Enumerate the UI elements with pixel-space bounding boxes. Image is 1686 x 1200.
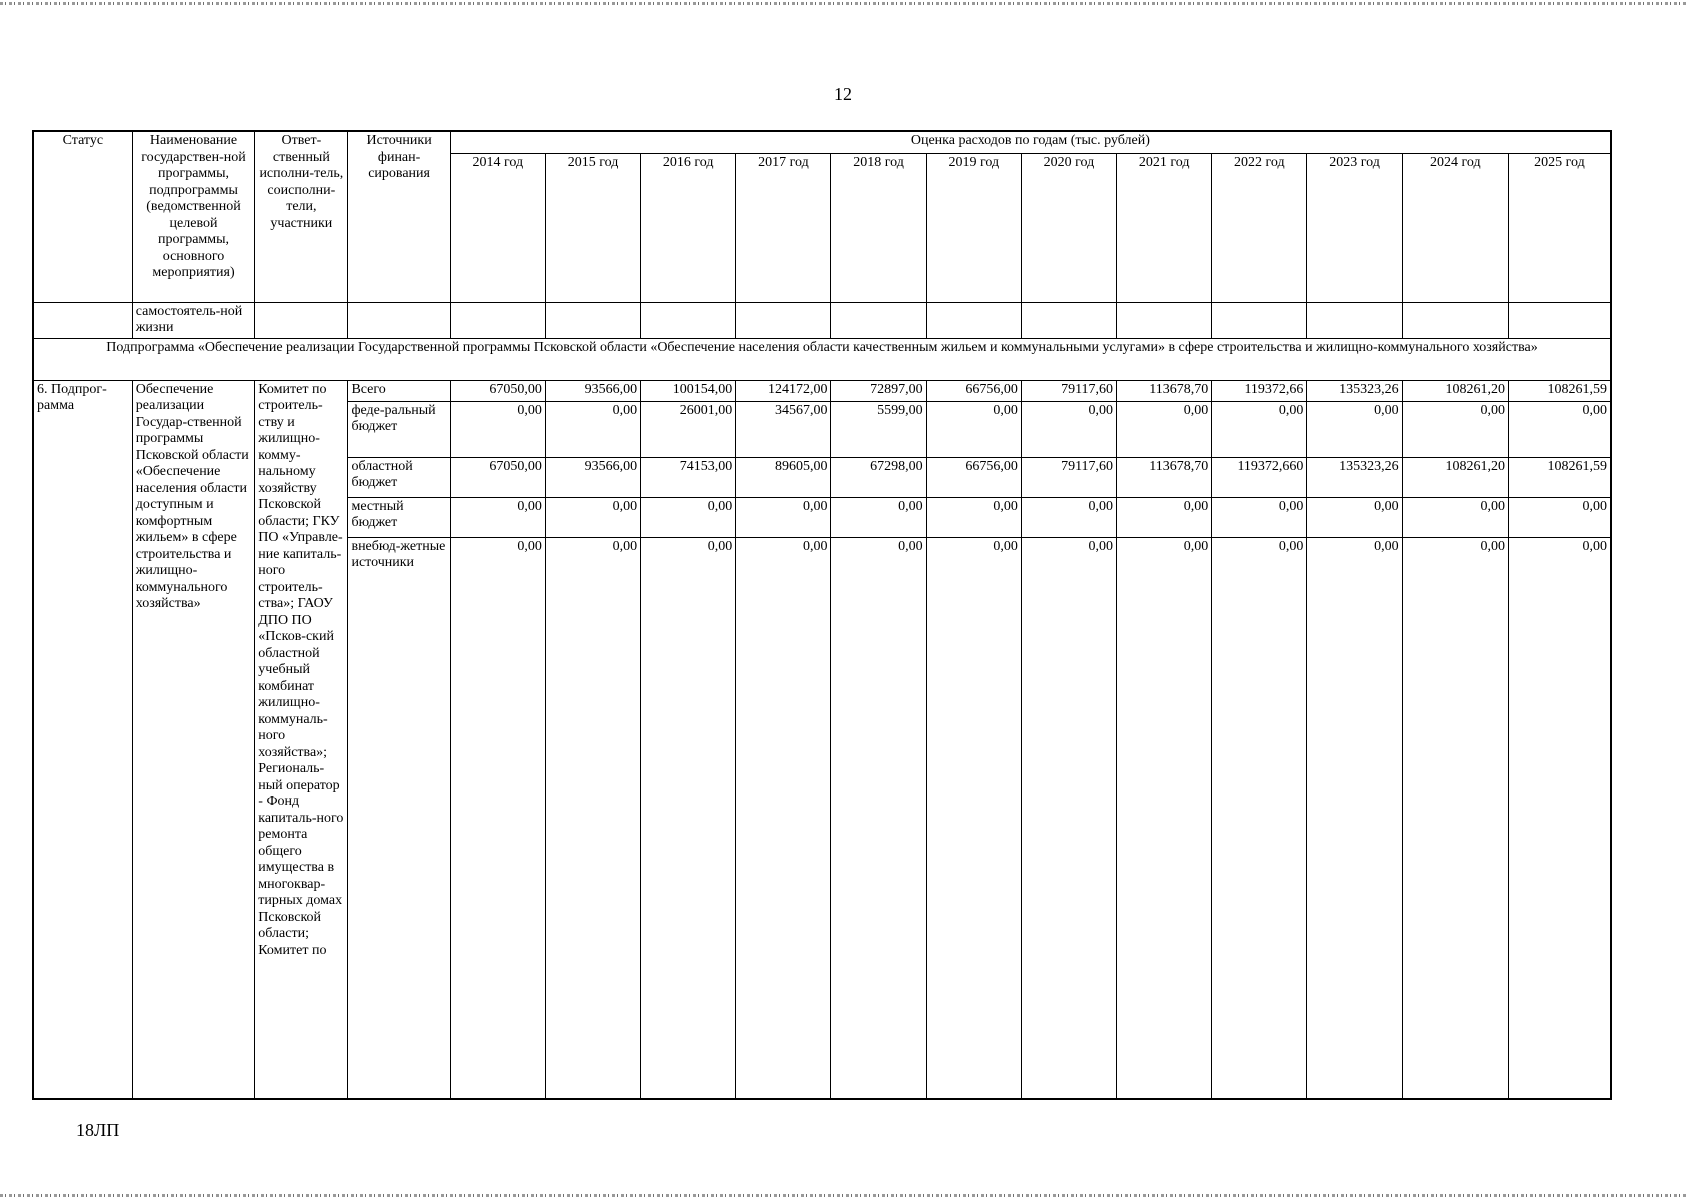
value-cell: 0,00 (1307, 537, 1402, 1099)
value-cell: 0,00 (1508, 401, 1611, 457)
value-cell: 124172,00 (736, 380, 831, 401)
value-cell: 0,00 (831, 537, 926, 1099)
continuation-text: самостоятель-ной жизни (132, 302, 255, 338)
value-cell: 93566,00 (545, 380, 640, 401)
header-program-name: Наименование государствен-ной программы, подпрограммы (ведомственной целевой программы, основного мероприятия) (132, 131, 255, 302)
value-cell: 108261,59 (1508, 457, 1611, 497)
header-year: 2014 год (450, 153, 545, 302)
empty-cell (255, 302, 348, 338)
value-cell: 0,00 (1021, 497, 1116, 537)
value-cell: 113678,70 (1117, 457, 1212, 497)
funding-source: феде-ральный бюджет (348, 401, 450, 457)
value-cell: 0,00 (450, 401, 545, 457)
value-cell: 113678,70 (1117, 380, 1212, 401)
value-cell: 0,00 (1508, 537, 1611, 1099)
value-cell: 0,00 (1307, 497, 1402, 537)
value-cell: 0,00 (450, 497, 545, 537)
value-cell: 0,00 (831, 497, 926, 537)
empty-cell (33, 302, 132, 338)
value-cell: 100154,00 (641, 380, 736, 401)
value-cell: 0,00 (545, 497, 640, 537)
funding-source: внебюд-жетные источники (348, 537, 450, 1099)
value-cell: 0,00 (736, 497, 831, 537)
funding-source: местный бюджет (348, 497, 450, 537)
budget-table (32, 130, 1612, 1100)
empty-cell (1307, 302, 1402, 338)
value-cell: 67298,00 (831, 457, 926, 497)
value-cell: 66756,00 (926, 457, 1021, 497)
header-year: 2024 год (1402, 153, 1508, 302)
value-cell: 26001,00 (641, 401, 736, 457)
value-cell: 67050,00 (450, 457, 545, 497)
value-cell: 66756,00 (926, 380, 1021, 401)
header-row-1 (33, 131, 1611, 153)
value-cell: 74153,00 (641, 457, 736, 497)
value-cell: 108261,59 (1508, 380, 1611, 401)
header-year: 2016 год (641, 153, 736, 302)
value-cell: 79117,60 (1021, 380, 1116, 401)
scan-edge-top (0, 2, 1686, 5)
empty-cell (450, 302, 545, 338)
header-expenses-group: Оценка расходов по годам (тыс. рублей) (450, 131, 1611, 153)
empty-cell (1402, 302, 1508, 338)
header-year: 2018 год (831, 153, 926, 302)
empty-cell (926, 302, 1021, 338)
funding-source: областной бюджет (348, 457, 450, 497)
value-cell: 0,00 (1212, 497, 1307, 537)
value-cell: 67050,00 (450, 380, 545, 401)
empty-cell (1117, 302, 1212, 338)
subprogram-title-row (33, 338, 1611, 380)
value-cell: 0,00 (641, 497, 736, 537)
continuation-row (33, 302, 1611, 338)
program-status: 6. Подпрог-рамма (33, 380, 132, 1099)
header-year: 2021 год (1117, 153, 1212, 302)
value-cell: 0,00 (1212, 401, 1307, 457)
value-cell: 0,00 (1117, 497, 1212, 537)
value-cell: 0,00 (450, 537, 545, 1099)
data-row-total (33, 380, 1611, 401)
value-cell: 119372,66 (1212, 380, 1307, 401)
value-cell: 89605,00 (736, 457, 831, 497)
subprogram-title: Подпрограмма «Обеспечение реализации Государственной программы Псковской области «Обеспечение населения области качественным жильем и коммунальными услугами» в сфере строительства и жилищно-коммунального хозяйства» (33, 338, 1611, 380)
header-year: 2022 год (1212, 153, 1307, 302)
empty-cell (348, 302, 450, 338)
value-cell: 0,00 (1021, 401, 1116, 457)
page-number: 12 (834, 84, 852, 104)
empty-cell (1508, 302, 1611, 338)
header-year: 2019 год (926, 153, 1021, 302)
value-cell: 135323,26 (1307, 380, 1402, 401)
empty-cell (1021, 302, 1116, 338)
value-cell: 0,00 (1307, 401, 1402, 457)
value-cell: 79117,60 (1021, 457, 1116, 497)
header-year: 2017 год (736, 153, 831, 302)
header-responsible: Ответ-ственный исполни-тель, соисполни-тели, участники (255, 131, 348, 302)
header-year: 2020 год (1021, 153, 1116, 302)
scan-edge-bottom (0, 1194, 1686, 1197)
value-cell: 0,00 (926, 401, 1021, 457)
value-cell: 0,00 (1212, 537, 1307, 1099)
value-cell: 34567,00 (736, 401, 831, 457)
value-cell: 0,00 (1508, 497, 1611, 537)
value-cell: 108261,20 (1402, 380, 1508, 401)
empty-cell (1212, 302, 1307, 338)
value-cell: 108261,20 (1402, 457, 1508, 497)
value-cell: 135323,26 (1307, 457, 1402, 497)
value-cell: 0,00 (1402, 537, 1508, 1099)
value-cell: 0,00 (641, 537, 736, 1099)
header-status: Статус (33, 131, 132, 302)
value-cell: 0,00 (926, 497, 1021, 537)
program-name: Обеспечение реализации Государ-ственной программы Псковской области «Обеспечение населения области доступным и комфортным жильем» в сфере строительства и жилищно-коммунального хозяйства» (132, 380, 255, 1099)
empty-cell (831, 302, 926, 338)
value-cell: 119372,660 (1212, 457, 1307, 497)
program-responsible: Комитет по строитель-ству и жилищно-комму-нальному хозяйству Псковской области; ГКУ ПО «Управле-ние капиталь-ного строитель-ства»; ГАОУ ДПО ПО «Псков-ский областной учебный комбинат жилищно-коммуналь-ного хозяйства»; Региональ-ный оператор - Фонд капиталь-ного ремонта общего имущества в многоквар-тирных домах Псковской области; Комитет по (255, 380, 348, 1099)
value-cell: 0,00 (1117, 537, 1212, 1099)
value-cell: 0,00 (1402, 497, 1508, 537)
value-cell: 93566,00 (545, 457, 640, 497)
empty-cell (545, 302, 640, 338)
value-cell: 0,00 (545, 401, 640, 457)
value-cell: 0,00 (1402, 401, 1508, 457)
header-year: 2025 год (1508, 153, 1611, 302)
value-cell: 0,00 (545, 537, 640, 1099)
value-cell: 0,00 (1117, 401, 1212, 457)
value-cell: 0,00 (736, 537, 831, 1099)
header-year: 2023 год (1307, 153, 1402, 302)
funding-source: Всего (348, 380, 450, 401)
document-code: 18ЛП (76, 1120, 120, 1140)
empty-cell (641, 302, 736, 338)
header-year: 2015 год (545, 153, 640, 302)
value-cell: 5599,00 (831, 401, 926, 457)
empty-cell (736, 302, 831, 338)
value-cell: 0,00 (926, 537, 1021, 1099)
value-cell: 72897,00 (831, 380, 926, 401)
header-funding-sources: Источники финан-сирования (348, 131, 450, 302)
value-cell: 0,00 (1021, 537, 1116, 1099)
